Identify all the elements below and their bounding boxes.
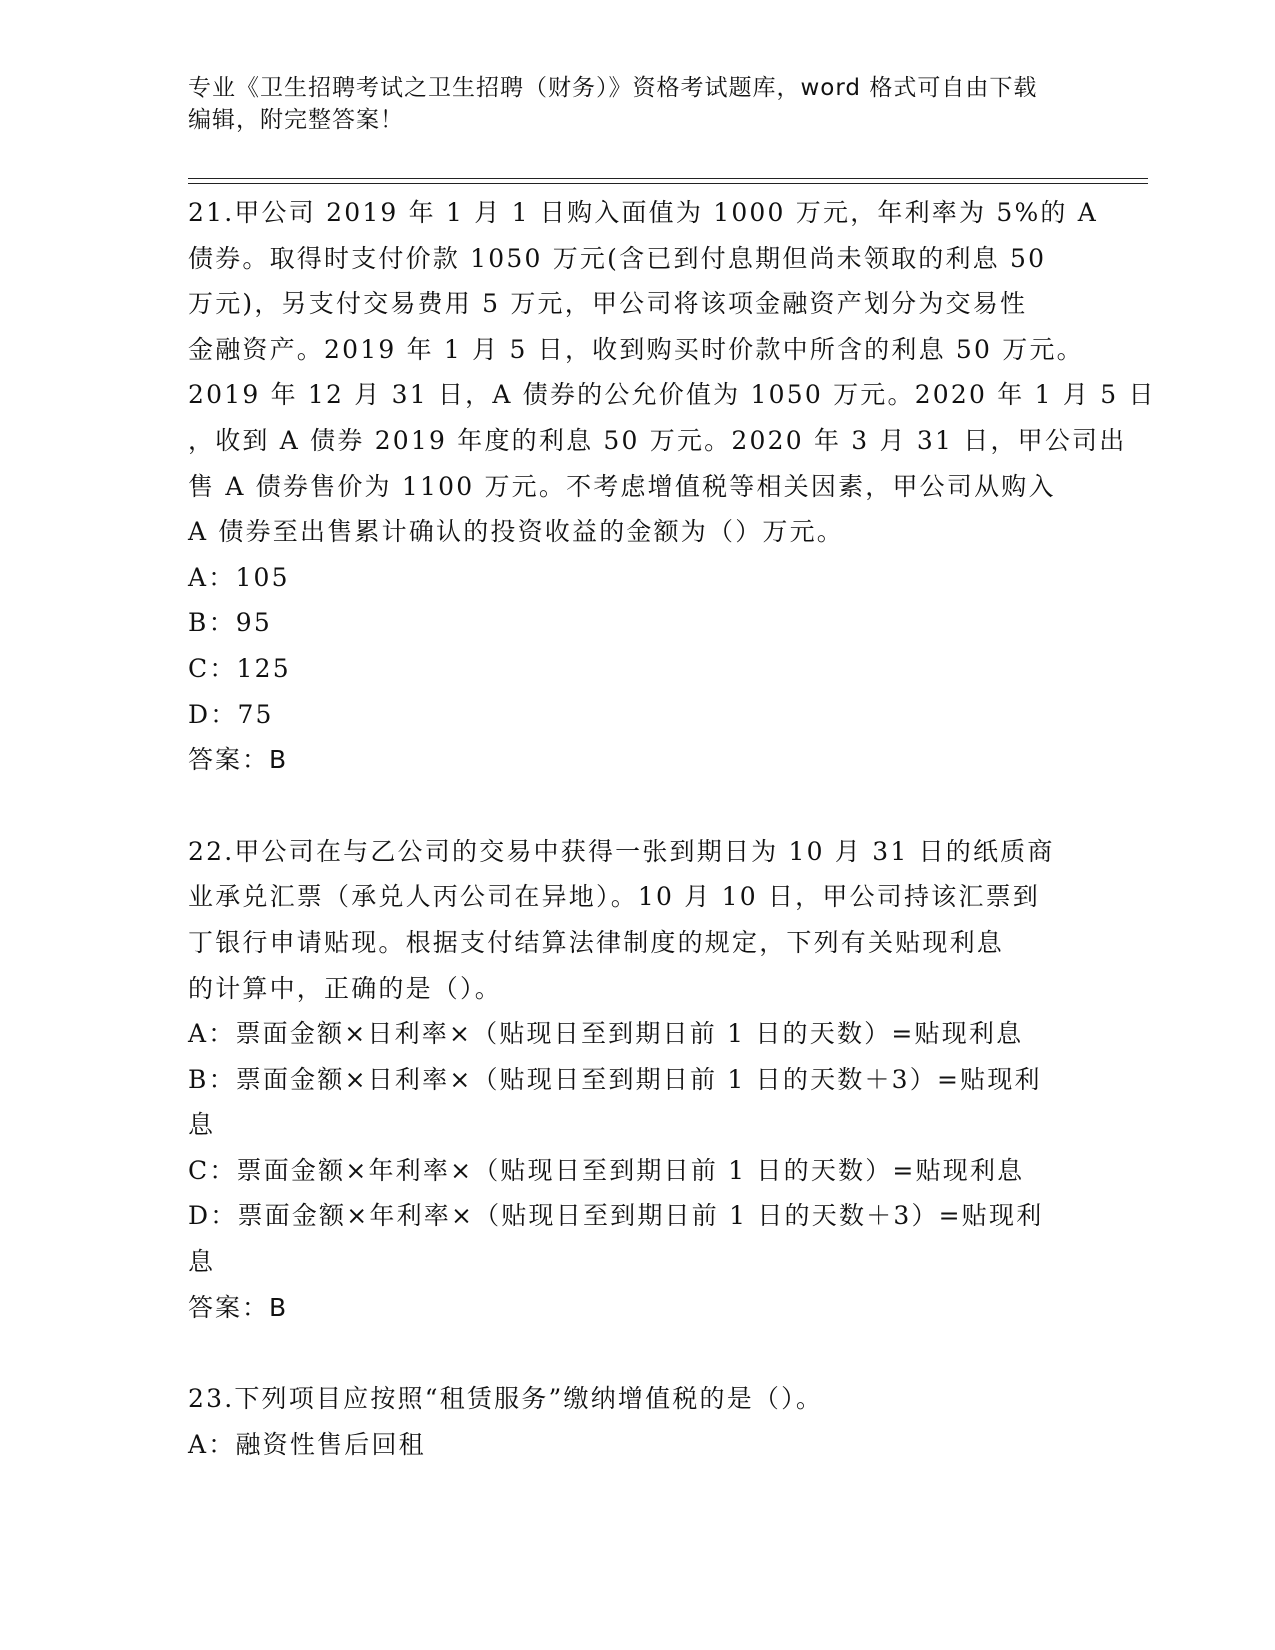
question-block	[188, 190, 1156, 783]
answer-option: D：票面金额×年利率×（贴现日至到期日前 1 日的天数＋3）=贴现利	[188, 1201, 1044, 1231]
answer-option: A：105	[188, 562, 290, 592]
question-stem-line: A 债券至出售累计确认的投资收益的金额为（）万元。	[188, 517, 845, 547]
question-stem-line: 业承兑汇票（承兑人丙公司在异地）。10 月 10 日，甲公司持该汇票到	[188, 882, 1040, 912]
header-divider-top	[188, 178, 1148, 179]
question-stem-line: 的计算中，正确的是（）。	[188, 973, 502, 1003]
question-stem-line: ，收到 A 债券 2019 年度的利息 50 万元。2020 年 3 月 31 日，甲公司出	[188, 425, 1127, 455]
question-list	[188, 190, 1156, 1467]
question-stem-line: 售 A 债券售价为 1100 万元。不考虑增值税等相关因素，甲公司从购入	[188, 471, 1056, 501]
document-header	[188, 72, 1068, 136]
answer-option: 息	[188, 1247, 216, 1277]
question-stem-line: 万元)，另支付交易费用 5 万元，甲公司将该项金融资产划分为交易性	[188, 289, 1028, 319]
answer-option: C：125	[188, 653, 291, 683]
answer-option: C：票面金额×年利率×（贴现日至到期日前 1 日的天数）=贴现利息	[188, 1155, 1025, 1185]
question-block	[188, 1376, 1080, 1467]
answer-option: 息	[188, 1110, 216, 1140]
header-line-1: 专业《卫生招聘考试之卫生招聘（财务）》资格考试题库，word 格式可自由下载	[188, 75, 1038, 101]
answer-option: A：票面金额×日利率×（贴现日至到期日前 1 日的天数）=贴现利息	[188, 1019, 1024, 1049]
answer-key: 答案：B	[188, 745, 289, 775]
question-stem-line: 丁银行申请贴现。根据支付结算法律制度的规定，下列有关贴现利息	[188, 927, 1005, 957]
answer-option: B：票面金额×日利率×（贴现日至到期日前 1 日的天数＋3）=贴现利	[188, 1064, 1042, 1094]
question-stem-line: 金融资产。2019 年 1 月 5 日，收到购买时价款中所含的利息 50 万元。	[188, 334, 1084, 364]
question-stem-line: 2019 年 12 月 31 日，A 债券的公允价值为 1050 万元。2020 年 1 月 5 日	[188, 380, 1156, 410]
question-stem-line: 21.甲公司 2019 年 1 月 1 日购入面值为 1000 万元，年利率为 5%的 A	[188, 198, 1099, 227]
question-block	[188, 829, 1080, 1331]
answer-option: D：75	[188, 699, 274, 729]
question-stem-line: 22.甲公司在与乙公司的交易中获得一张到期日为 10 月 31 日的纸质商	[188, 836, 1055, 866]
header-divider-bottom	[188, 183, 1148, 184]
answer-option: B：95	[188, 608, 272, 638]
answer-option: A：融资性售后回租	[188, 1429, 426, 1459]
question-stem-line: 23.下列项目应按照“租赁服务”缴纳增值税的是（）。	[188, 1384, 824, 1414]
answer-key: 答案：B	[188, 1292, 289, 1322]
header-line-2: 编辑，附完整答案！	[188, 107, 404, 133]
question-stem-line: 债券。取得时支付价款 1050 万元(含已到付息期但尚未领取的利息 50	[188, 243, 1047, 273]
